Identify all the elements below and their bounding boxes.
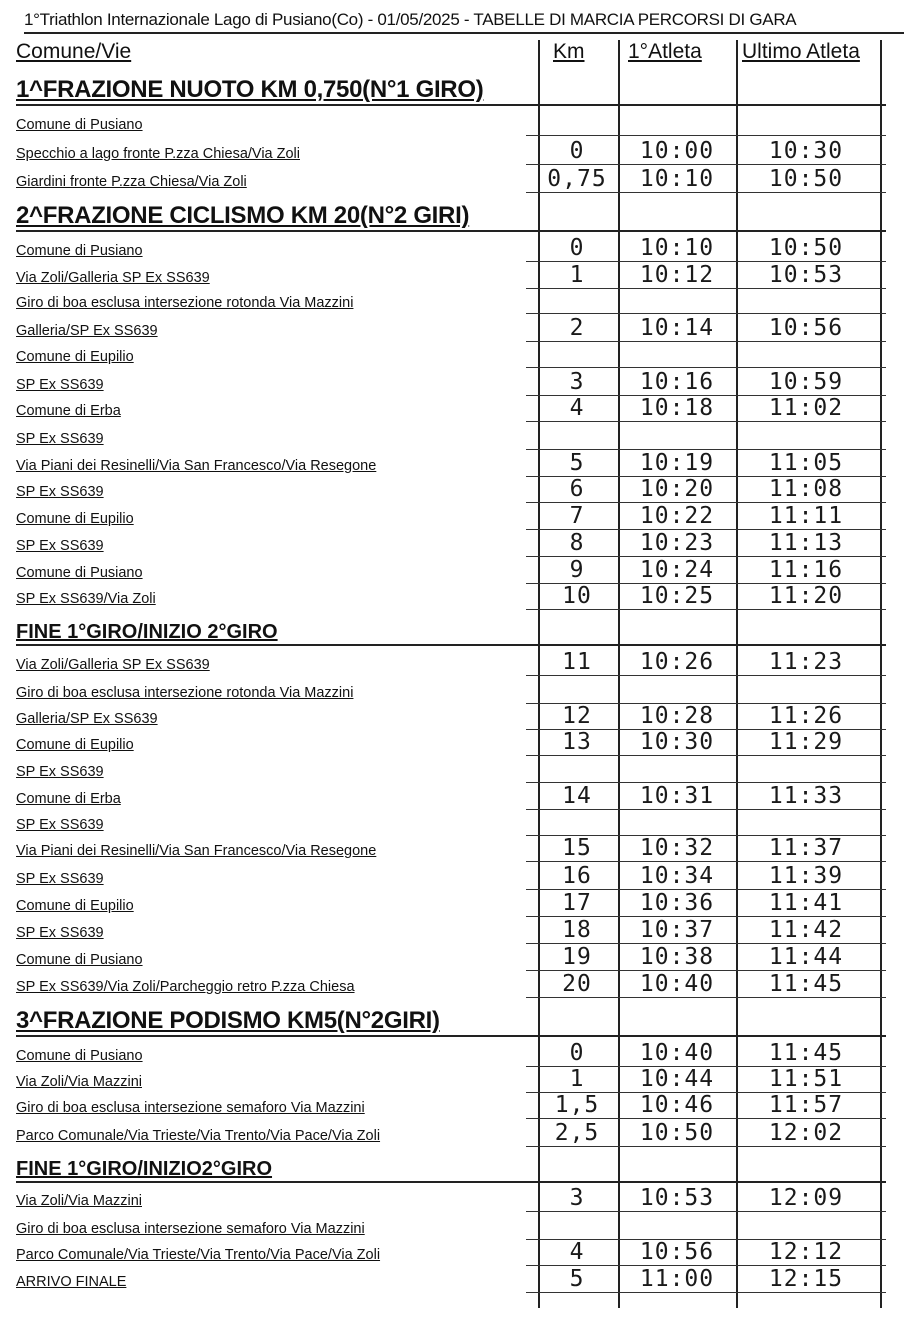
table-row [16,451,886,477]
row-divider [526,421,886,422]
table-row [16,342,886,368]
last-athlete-cell: 11:45 [768,1040,844,1066]
last-athlete-cell: 11:02 [768,395,844,421]
row-divider [16,230,886,232]
table-row [16,836,886,862]
km-cell: 0 [569,1040,585,1066]
last-athlete-cell: 12:09 [768,1185,844,1211]
header-km: Km [553,40,585,63]
first-athlete-cell: 10:10 [639,235,715,261]
row-divider [526,1211,886,1212]
first-athlete-cell: 10:12 [639,262,715,288]
row-label: Parco Comunale/Via Trieste/Via Trento/Via Pace/Via Zoli [16,1128,381,1144]
km-cell: 9 [569,557,585,583]
first-athlete-cell: 10:50 [639,1120,715,1146]
first-athlete-cell: 11:00 [639,1266,715,1292]
km-cell: 13 [562,729,592,755]
last-athlete-cell: 11:20 [768,583,844,609]
table-row [16,1214,886,1240]
last-athlete-cell: 11:39 [768,863,844,889]
last-athlete-cell: 10:53 [768,262,844,288]
last-athlete-cell: 11:57 [768,1092,844,1118]
first-athlete-cell: 10:00 [639,138,715,164]
last-athlete-cell: 12:12 [768,1239,844,1265]
table-row [16,1041,886,1067]
first-athlete-cell: 10:22 [639,503,715,529]
last-athlete-cell: 11:11 [768,503,844,529]
km-cell: 4 [569,1239,585,1265]
last-athlete-cell: 11:13 [768,530,844,556]
row-divider [526,135,886,136]
table-row [16,1067,886,1093]
first-athlete-cell: 10:36 [639,890,715,916]
row-divider [526,164,886,165]
first-athlete-cell: 10:18 [639,395,715,421]
row-label: Giardini fronte P.zza Chiesa/Via Zoli [16,174,247,190]
km-cell: 1 [569,1066,585,1092]
last-athlete-cell: 11:08 [768,476,844,502]
table-row [16,288,886,314]
first-athlete-cell: 10:53 [639,1185,715,1211]
table-row [16,504,886,530]
row-label: SP Ex SS639 [16,764,104,780]
km-cell: 2 [569,315,585,341]
first-athlete-cell: 10:40 [639,1040,715,1066]
table-row [16,650,886,676]
header-primo-atleta: 1°Atleta [628,40,702,63]
last-athlete-cell: 10:50 [768,235,844,261]
first-athlete-cell: 10:14 [639,315,715,341]
section-title: 2^FRAZIONE CICLISMO KM 20(N°2 GIRI) [16,202,470,229]
page-title: 1°Triathlon Internazionale Lago di Pusiano(Co) - 01/05/2025 - TABELLE DI MARCIA PERCORSI DI GARA [24,10,904,34]
last-athlete-cell: 10:59 [768,369,844,395]
row-label: Comune di Eupilio [16,737,134,753]
row-divider [526,192,886,193]
row-label: SP Ex SS639 [16,431,104,447]
table-row [16,167,886,193]
table-row [16,139,886,165]
row-divider [526,367,886,368]
km-cell: 3 [569,369,585,395]
first-athlete-cell: 10:25 [639,583,715,609]
last-athlete-cell: 10:50 [768,166,844,192]
first-athlete-cell: 10:20 [639,476,715,502]
km-cell: 6 [569,476,585,502]
table-row [16,864,886,890]
row-divider [526,1292,886,1293]
section-header [16,1005,886,1037]
last-athlete-cell: 10:30 [768,138,844,164]
first-athlete-cell: 10:44 [639,1066,715,1092]
km-cell: 10 [562,583,592,609]
km-cell: 1 [569,262,585,288]
row-divider [526,861,886,862]
first-athlete-cell: 10:46 [639,1092,715,1118]
row-divider [526,1118,886,1119]
km-cell: 19 [562,944,592,970]
table-row [16,757,886,783]
row-label: Via Zoli/Via Mazzini [16,1193,142,1209]
row-divider [16,644,886,646]
first-athlete-cell: 10:19 [639,450,715,476]
last-athlete-cell: 10:56 [768,315,844,341]
row-label: Comune di Erba [16,791,121,807]
last-athlete-cell: 11:26 [768,703,844,729]
row-label: Via Piani dei Resinelli/Via San Francesco/Via Resegone [16,843,377,859]
table-row [16,1093,886,1119]
row-divider [16,1035,886,1037]
table-row [16,110,886,136]
first-athlete-cell: 10:31 [639,783,715,809]
last-athlete-cell: 11:05 [768,450,844,476]
table-row [16,263,886,289]
row-label: Giro di boa esclusa intersezione semaforo Via Mazzini [16,1221,365,1237]
row-divider [526,1146,886,1147]
km-cell: 5 [569,450,585,476]
km-cell: 18 [562,917,592,943]
table-row [16,1186,886,1212]
row-label: SP Ex SS639 [16,871,104,887]
km-cell: 11 [562,649,592,675]
row-divider [526,755,886,756]
section-title: FINE 1°GIRO/INIZIO 2°GIRO [16,621,278,643]
km-cell: 2,5 [554,1120,600,1146]
first-athlete-cell: 10:37 [639,917,715,943]
first-athlete-cell: 10:30 [639,729,715,755]
row-label: Galleria/SP Ex SS639 [16,711,158,727]
last-athlete-cell: 11:44 [768,944,844,970]
last-athlete-cell: 11:29 [768,729,844,755]
row-label: SP Ex SS639/Via Zoli [16,591,156,607]
km-cell: 15 [562,835,592,861]
last-athlete-cell: 12:02 [768,1120,844,1146]
row-label: SP Ex SS639 [16,925,104,941]
last-athlete-cell: 11:16 [768,557,844,583]
table-row [16,678,886,704]
km-cell: 4 [569,395,585,421]
km-cell: 20 [562,971,592,997]
table-row [16,1121,886,1147]
last-athlete-cell: 12:15 [768,1266,844,1292]
row-label: Comune di Eupilio [16,898,134,914]
table-row [16,810,886,836]
km-cell: 17 [562,890,592,916]
header-ultimo-atleta: Ultimo Atleta [742,40,860,63]
table-row [16,558,886,584]
km-cell: 7 [569,503,585,529]
row-label: ARRIVO FINALE [16,1274,127,1290]
row-label: Comune di Pusiano [16,565,143,581]
last-athlete-cell: 11:41 [768,890,844,916]
first-athlete-cell: 10:28 [639,703,715,729]
row-label: Via Zoli/Galleria SP Ex SS639 [16,270,210,286]
last-athlete-cell: 11:33 [768,783,844,809]
section-title: 1^FRAZIONE NUOTO KM 0,750(N°1 GIRO) [16,76,484,103]
table-row [16,972,886,998]
row-label: Via Zoli/Galleria SP Ex SS639 [16,657,210,673]
table-header [16,40,896,68]
section-header [16,614,886,646]
row-label: Comune di Pusiano [16,1048,143,1064]
km-cell: 5 [569,1266,585,1292]
row-label: Comune di Erba [16,403,121,419]
header-comune: Comune/Vie [16,40,132,63]
row-label: Parco Comunale/Via Trieste/Via Trento/Via Pace/Via Zoli [16,1247,381,1263]
section-header [16,200,886,232]
row-divider [526,675,886,676]
first-athlete-cell: 10:26 [639,649,715,675]
table-row [16,316,886,342]
row-label: Giro di boa esclusa intersezione rotonda Via Mazzini [16,685,354,701]
row-divider [16,104,886,106]
row-label: Comune di Pusiano [16,243,143,259]
row-label: SP Ex SS639/Via Zoli/Parcheggio retro P.zza Chiesa [16,979,355,995]
km-cell: 3 [569,1185,585,1211]
row-label: Giro di boa esclusa intersezione semaforo Via Mazzini [16,1100,365,1116]
table-row [16,396,886,422]
row-label: Galleria/SP Ex SS639 [16,323,158,339]
row-label: SP Ex SS639 [16,538,104,554]
row-label: Comune di Pusiano [16,952,143,968]
table-row [16,424,886,450]
last-athlete-cell: 11:37 [768,835,844,861]
first-athlete-cell: 10:24 [639,557,715,583]
last-athlete-cell: 11:42 [768,917,844,943]
first-athlete-cell: 10:38 [639,944,715,970]
row-label: Comune di Eupilio [16,511,134,527]
table-row [16,945,886,971]
table-row [16,1240,886,1266]
table-row [16,236,886,262]
row-label: Comune di Pusiano [16,117,143,133]
row-label: Via Zoli/Via Mazzini [16,1074,142,1090]
table-row [16,704,886,730]
km-cell: 8 [569,530,585,556]
first-athlete-cell: 10:32 [639,835,715,861]
km-cell: 0,75 [547,166,607,192]
row-label: Via Piani dei Resinelli/Via San Francesco/Via Resegone [16,458,377,474]
first-athlete-cell: 10:34 [639,863,715,889]
km-cell: 0 [569,138,585,164]
section-header [16,1151,886,1183]
section-title: 3^FRAZIONE PODISMO KM5(N°2GIRI) [16,1007,440,1034]
row-divider [526,313,886,314]
km-cell: 0 [569,235,585,261]
first-athlete-cell: 10:40 [639,971,715,997]
table-row [16,531,886,557]
first-athlete-cell: 10:56 [639,1239,715,1265]
last-athlete-cell: 11:45 [768,971,844,997]
table-row [16,730,886,756]
table-row [16,477,886,503]
table-row [16,891,886,917]
table-row [16,784,886,810]
row-divider [526,997,886,998]
section-title: FINE 1°GIRO/INIZIO2°GIRO [16,1158,273,1180]
table-row [16,1267,886,1293]
row-divider [16,1181,886,1183]
first-athlete-cell: 10:16 [639,369,715,395]
last-athlete-cell: 11:23 [768,649,844,675]
km-cell: 16 [562,863,592,889]
row-label: Giro di boa esclusa intersezione rotonda Via Mazzini [16,295,354,311]
table-row [16,584,886,610]
table-row [16,370,886,396]
row-divider [526,609,886,610]
first-athlete-cell: 10:23 [639,530,715,556]
last-athlete-cell: 11:51 [768,1066,844,1092]
section-header [16,74,886,106]
first-athlete-cell: 10:10 [639,166,715,192]
row-label: Specchio a lago fronte P.zza Chiesa/Via Zoli [16,146,300,162]
row-label: SP Ex SS639 [16,484,104,500]
row-label: SP Ex SS639 [16,377,104,393]
km-cell: 1,5 [554,1092,600,1118]
row-label: SP Ex SS639 [16,817,104,833]
table-row [16,918,886,944]
km-cell: 14 [562,783,592,809]
row-label: Comune di Eupilio [16,349,134,365]
km-cell: 12 [562,703,592,729]
